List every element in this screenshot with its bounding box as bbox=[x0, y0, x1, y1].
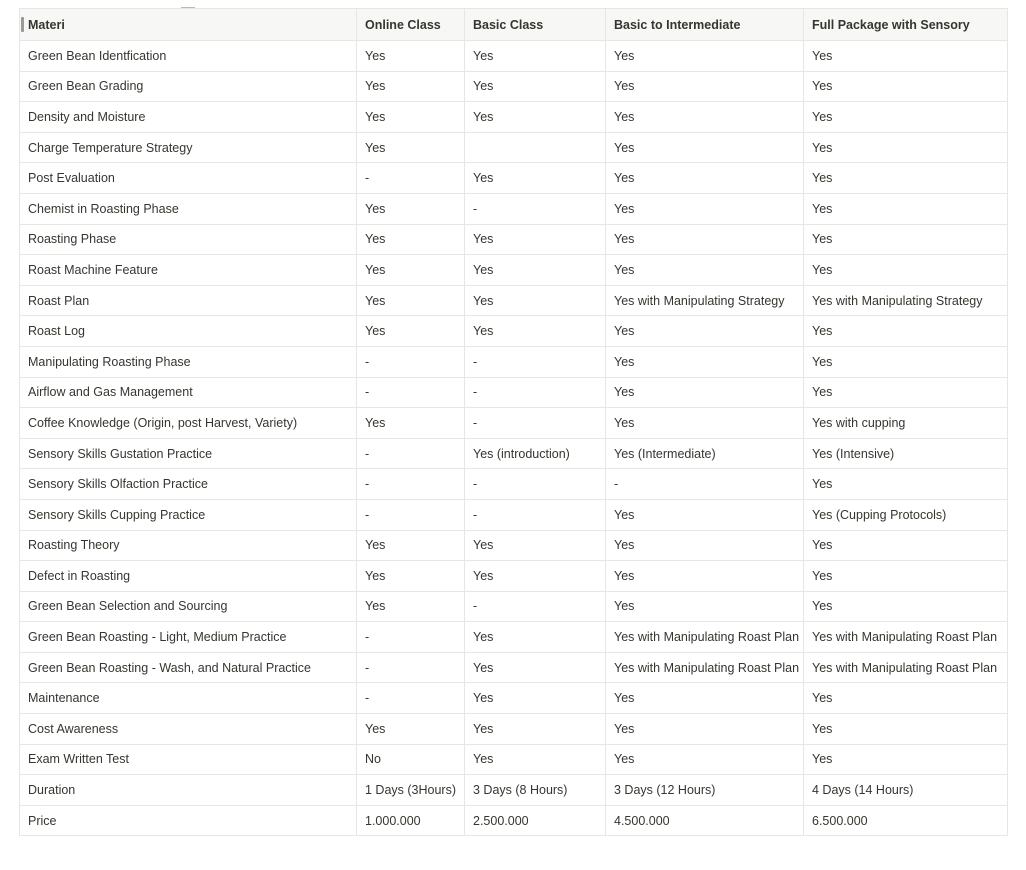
cell-materi[interactable]: Roasting Theory bbox=[20, 530, 357, 561]
cell-full-package[interactable]: Yes bbox=[804, 71, 1008, 102]
cell-full-package[interactable]: Yes bbox=[804, 683, 1008, 714]
table-header bbox=[20, 9, 1008, 41]
table-row bbox=[20, 499, 1008, 530]
table-body bbox=[20, 41, 1008, 836]
cell-basic-to-intermediate[interactable]: Yes bbox=[606, 224, 804, 255]
cell-basic-to-intermediate[interactable]: Yes bbox=[606, 346, 804, 377]
cell-full-package[interactable]: Yes bbox=[804, 744, 1008, 775]
table-row bbox=[20, 744, 1008, 775]
cell-full-package[interactable]: Yes bbox=[804, 316, 1008, 347]
cell-materi[interactable]: Roasting Phase bbox=[20, 224, 357, 255]
class-comparison-table bbox=[19, 8, 1008, 836]
cell-basic-to-intermediate[interactable]: Yes bbox=[606, 561, 804, 592]
cell-basic-to-intermediate[interactable]: 4.500.000 bbox=[606, 805, 804, 836]
cell-full-package[interactable]: Yes with Manipulating Roast Plan bbox=[804, 652, 1008, 683]
cell-full-package[interactable]: Yes bbox=[804, 561, 1008, 592]
cell-basic-class[interactable]: - bbox=[465, 377, 606, 408]
cell-materi[interactable]: Green Bean Identfication bbox=[20, 41, 357, 72]
cell-online-class[interactable]: 1.000.000 bbox=[357, 805, 465, 836]
cell-materi[interactable]: Charge Temperature Strategy bbox=[20, 132, 357, 163]
cell-basic-class[interactable]: Yes bbox=[465, 683, 606, 714]
table-row bbox=[20, 132, 1008, 163]
cell-basic-class[interactable]: 3 Days (8 Hours) bbox=[465, 775, 606, 806]
cell-materi[interactable]: Exam Written Test bbox=[20, 744, 357, 775]
cell-basic-class[interactable]: Yes bbox=[465, 102, 606, 133]
cell-basic-class[interactable]: Yes bbox=[465, 41, 606, 72]
cell-basic-to-intermediate[interactable]: Yes with Manipulating Roast Plan bbox=[606, 652, 804, 683]
cell-online-class[interactable]: - bbox=[357, 683, 465, 714]
cell-full-package[interactable]: Yes bbox=[804, 530, 1008, 561]
cell-basic-to-intermediate[interactable]: Yes with Manipulating Roast Plan bbox=[606, 622, 804, 653]
cell-full-package[interactable]: Yes bbox=[804, 132, 1008, 163]
cell-basic-to-intermediate[interactable]: Yes bbox=[606, 683, 804, 714]
cell-materi[interactable]: Cost Awareness bbox=[20, 714, 357, 745]
cell-full-package[interactable]: Yes bbox=[804, 591, 1008, 622]
cell-basic-class[interactable]: Yes (introduction) bbox=[465, 438, 606, 469]
table-row bbox=[20, 285, 1008, 316]
cell-basic-class[interactable]: - bbox=[465, 499, 606, 530]
cell-materi[interactable]: Defect in Roasting bbox=[20, 561, 357, 592]
cell-online-class[interactable]: - bbox=[357, 499, 465, 530]
table-row bbox=[20, 193, 1008, 224]
cell-full-package[interactable]: 4 Days (14 Hours) bbox=[804, 775, 1008, 806]
cell-materi[interactable]: Duration bbox=[20, 775, 357, 806]
header-full-package[interactable]: Full Package with Sensory bbox=[804, 9, 1008, 41]
cell-basic-to-intermediate[interactable]: Yes bbox=[606, 163, 804, 194]
cell-full-package[interactable]: Yes (Cupping Protocols) bbox=[804, 499, 1008, 530]
cell-basic-class[interactable]: - bbox=[465, 193, 606, 224]
cell-online-class[interactable]: No bbox=[357, 744, 465, 775]
cell-basic-to-intermediate[interactable]: 3 Days (12 Hours) bbox=[606, 775, 804, 806]
table-row bbox=[20, 622, 1008, 653]
cell-online-class[interactable]: Yes bbox=[357, 591, 465, 622]
table-row bbox=[20, 408, 1008, 439]
drag-handle-icon[interactable] bbox=[21, 17, 24, 32]
cell-basic-class[interactable] bbox=[465, 132, 606, 163]
cell-full-package[interactable]: Yes bbox=[804, 714, 1008, 745]
table-row bbox=[20, 102, 1008, 133]
header-materi[interactable] bbox=[20, 9, 357, 41]
cell-full-package[interactable]: Yes with Manipulating Strategy bbox=[804, 285, 1008, 316]
cell-basic-class[interactable]: Yes bbox=[465, 561, 606, 592]
cell-materi[interactable]: Roast Plan bbox=[20, 285, 357, 316]
table-row bbox=[20, 255, 1008, 286]
header-basic-to-intermediate[interactable]: Basic to Intermediate bbox=[606, 9, 804, 41]
cell-online-class[interactable]: Yes bbox=[357, 714, 465, 745]
cell-materi[interactable]: Price bbox=[20, 805, 357, 836]
cell-basic-class[interactable]: 2.500.000 bbox=[465, 805, 606, 836]
cell-materi[interactable]: Airflow and Gas Management bbox=[20, 377, 357, 408]
cell-basic-to-intermediate[interactable]: Yes bbox=[606, 41, 804, 72]
cell-online-class[interactable]: Yes bbox=[357, 193, 465, 224]
cell-basic-to-intermediate[interactable]: Yes bbox=[606, 499, 804, 530]
cell-basic-class[interactable]: - bbox=[465, 591, 606, 622]
cell-full-package[interactable]: Yes bbox=[804, 255, 1008, 286]
table-row bbox=[20, 346, 1008, 377]
cell-online-class[interactable]: Yes bbox=[357, 41, 465, 72]
cell-materi[interactable]: Green Bean Selection and Sourcing bbox=[20, 591, 357, 622]
cell-basic-class[interactable]: - bbox=[465, 408, 606, 439]
cell-basic-to-intermediate[interactable]: Yes bbox=[606, 744, 804, 775]
cell-online-class[interactable]: Yes bbox=[357, 561, 465, 592]
cell-online-class[interactable]: Yes bbox=[357, 71, 465, 102]
cell-basic-class[interactable]: - bbox=[465, 346, 606, 377]
cell-basic-class[interactable]: Yes bbox=[465, 530, 606, 561]
cell-materi[interactable]: Sensory Skills Cupping Practice bbox=[20, 499, 357, 530]
cell-basic-class[interactable]: Yes bbox=[465, 285, 606, 316]
cell-online-class[interactable]: - bbox=[357, 438, 465, 469]
cell-online-class[interactable]: Yes bbox=[357, 408, 465, 439]
cell-basic-to-intermediate[interactable]: Yes bbox=[606, 591, 804, 622]
cell-online-class[interactable]: - bbox=[357, 652, 465, 683]
table-row bbox=[20, 683, 1008, 714]
cell-online-class[interactable]: Yes bbox=[357, 530, 465, 561]
cell-materi[interactable]: Roast Log bbox=[20, 316, 357, 347]
table-row bbox=[20, 652, 1008, 683]
cell-online-class[interactable]: - bbox=[357, 346, 465, 377]
cell-online-class[interactable]: Yes bbox=[357, 285, 465, 316]
cell-online-class[interactable]: Yes bbox=[357, 102, 465, 133]
table-row bbox=[20, 71, 1008, 102]
cell-materi[interactable]: Manipulating Roasting Phase bbox=[20, 346, 357, 377]
cell-full-package[interactable]: Yes bbox=[804, 163, 1008, 194]
cell-basic-to-intermediate[interactable]: Yes bbox=[606, 71, 804, 102]
comparison-table-container bbox=[19, 8, 1007, 836]
cell-full-package[interactable]: Yes bbox=[804, 193, 1008, 224]
cell-online-class[interactable]: - bbox=[357, 469, 465, 500]
cell-basic-class[interactable]: Yes bbox=[465, 224, 606, 255]
cell-basic-to-intermediate[interactable]: Yes with Manipulating Strategy bbox=[606, 285, 804, 316]
cell-materi[interactable]: Density and Moisture bbox=[20, 102, 357, 133]
cell-basic-to-intermediate[interactable]: Yes bbox=[606, 255, 804, 286]
cell-basic-class[interactable]: - bbox=[465, 469, 606, 500]
cell-materi[interactable]: Post Evaluation bbox=[20, 163, 357, 194]
cell-basic-to-intermediate[interactable]: Yes bbox=[606, 530, 804, 561]
header-basic-class[interactable]: Basic Class bbox=[465, 9, 606, 41]
header-row bbox=[20, 9, 1008, 41]
cell-materi[interactable]: Sensory Skills Gustation Practice bbox=[20, 438, 357, 469]
cell-materi[interactable]: Sensory Skills Olfaction Practice bbox=[20, 469, 357, 500]
cell-basic-class[interactable]: Yes bbox=[465, 744, 606, 775]
cell-materi[interactable]: Green Bean Roasting - Wash, and Natural Practice bbox=[20, 652, 357, 683]
table-row bbox=[20, 224, 1008, 255]
cell-basic-class[interactable]: Yes bbox=[465, 316, 606, 347]
cell-online-class[interactable]: Yes bbox=[357, 224, 465, 255]
cell-basic-to-intermediate[interactable]: Yes bbox=[606, 408, 804, 439]
cell-full-package[interactable]: Yes bbox=[804, 346, 1008, 377]
table-row bbox=[20, 591, 1008, 622]
table-row bbox=[20, 530, 1008, 561]
cell-basic-to-intermediate[interactable]: Yes bbox=[606, 193, 804, 224]
cell-full-package[interactable]: 6.500.000 bbox=[804, 805, 1008, 836]
table-row bbox=[20, 316, 1008, 347]
cell-materi[interactable]: Green Bean Roasting - Light, Medium Practice bbox=[20, 622, 357, 653]
cell-online-class[interactable]: - bbox=[357, 163, 465, 194]
cell-online-class[interactable]: - bbox=[357, 377, 465, 408]
cell-basic-to-intermediate[interactable]: Yes bbox=[606, 132, 804, 163]
cell-basic-to-intermediate[interactable]: Yes bbox=[606, 102, 804, 133]
cell-materi[interactable]: Chemist in Roasting Phase bbox=[20, 193, 357, 224]
table-row bbox=[20, 805, 1008, 836]
cell-basic-to-intermediate[interactable]: - bbox=[606, 469, 804, 500]
cell-materi[interactable]: Green Bean Grading bbox=[20, 71, 357, 102]
cell-online-class[interactable]: Yes bbox=[357, 316, 465, 347]
cell-basic-class[interactable]: Yes bbox=[465, 255, 606, 286]
cell-basic-to-intermediate[interactable]: Yes bbox=[606, 316, 804, 347]
table-row bbox=[20, 163, 1008, 194]
cell-online-class[interactable]: 1 Days (3Hours) bbox=[357, 775, 465, 806]
cell-full-package[interactable]: Yes with Manipulating Roast Plan bbox=[804, 622, 1008, 653]
table-row bbox=[20, 469, 1008, 500]
cell-materi[interactable]: Maintenance bbox=[20, 683, 357, 714]
header-online-class[interactable]: Online Class bbox=[357, 9, 465, 41]
table-row bbox=[20, 41, 1008, 72]
table-row bbox=[20, 438, 1008, 469]
cell-basic-class[interactable]: Yes bbox=[465, 714, 606, 745]
table-row bbox=[20, 714, 1008, 745]
cell-full-package[interactable]: Yes (Intensive) bbox=[804, 438, 1008, 469]
cell-online-class[interactable]: Yes bbox=[357, 255, 465, 286]
cell-full-package[interactable]: Yes bbox=[804, 377, 1008, 408]
cell-basic-class[interactable]: Yes bbox=[465, 71, 606, 102]
header-label: Materi bbox=[28, 17, 65, 32]
cell-full-package[interactable]: Yes bbox=[804, 102, 1008, 133]
cell-materi[interactable]: Roast Machine Feature bbox=[20, 255, 357, 286]
cell-basic-to-intermediate[interactable]: Yes bbox=[606, 377, 804, 408]
cell-basic-to-intermediate[interactable]: Yes bbox=[606, 714, 804, 745]
cell-full-package[interactable]: Yes bbox=[804, 41, 1008, 72]
cell-basic-class[interactable]: Yes bbox=[465, 163, 606, 194]
cell-online-class[interactable]: Yes bbox=[357, 132, 465, 163]
cell-basic-class[interactable]: Yes bbox=[465, 652, 606, 683]
cell-online-class[interactable]: - bbox=[357, 622, 465, 653]
cell-full-package[interactable]: Yes with cupping bbox=[804, 408, 1008, 439]
cell-full-package[interactable]: Yes bbox=[804, 224, 1008, 255]
table-row bbox=[20, 561, 1008, 592]
table-row bbox=[20, 377, 1008, 408]
table-row bbox=[20, 775, 1008, 806]
cell-basic-to-intermediate[interactable]: Yes (Intermediate) bbox=[606, 438, 804, 469]
cell-basic-class[interactable]: Yes bbox=[465, 622, 606, 653]
cell-full-package[interactable]: Yes bbox=[804, 469, 1008, 500]
cell-materi[interactable]: Coffee Knowledge (Origin, post Harvest, Variety) bbox=[20, 408, 357, 439]
